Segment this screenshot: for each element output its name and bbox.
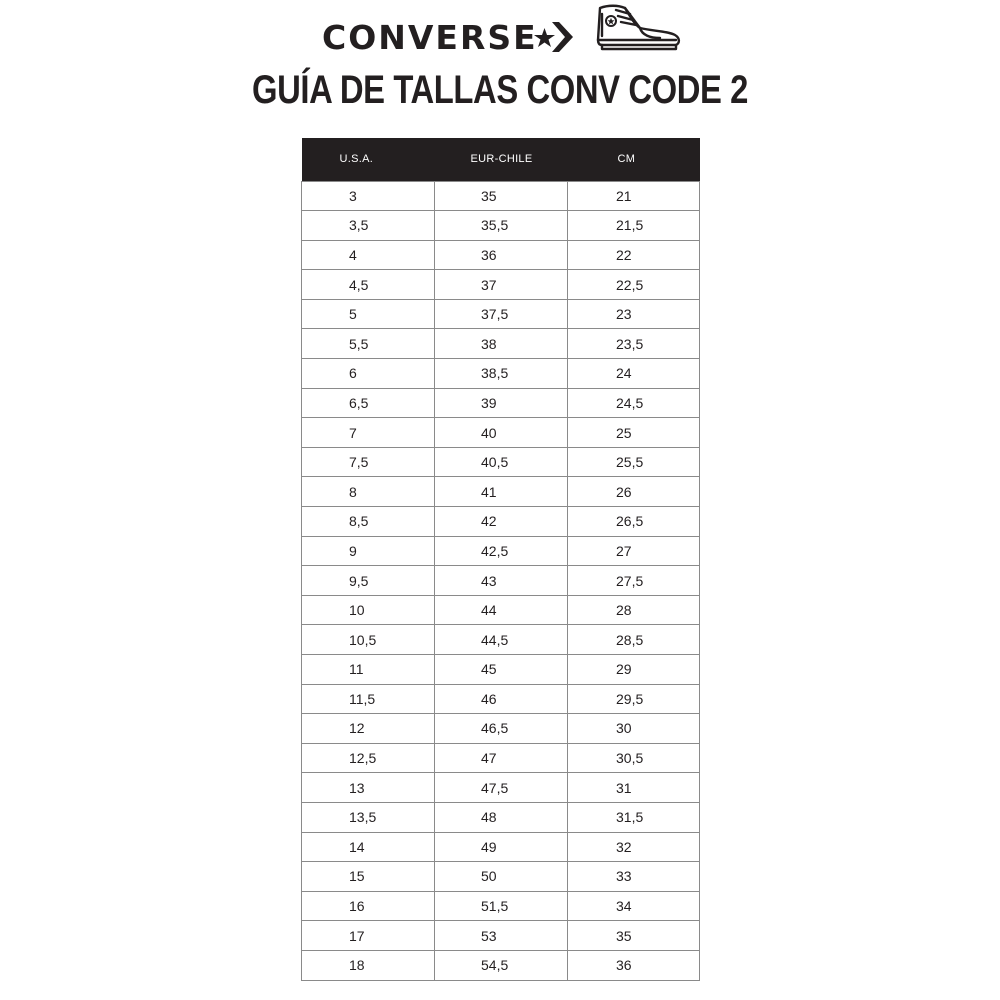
table-row <box>302 921 700 951</box>
table-cell-usa: 4 <box>302 240 435 270</box>
table-cell-cm: 34 <box>568 891 700 921</box>
table-cell-cm: 31,5 <box>568 802 700 832</box>
table-cell-cm: 24,5 <box>568 388 700 418</box>
table-cell-eur: 47 <box>435 743 568 773</box>
table-cell-eur: 46 <box>435 684 568 714</box>
table-cell-eur: 50 <box>435 862 568 892</box>
table-cell-cm: 23,5 <box>568 329 700 359</box>
table-cell-usa: 18 <box>302 950 435 980</box>
table-row <box>302 299 700 329</box>
table-cell-usa: 5 <box>302 299 435 329</box>
table-cell-eur: 49 <box>435 832 568 862</box>
column-header-eur-chile: EUR-CHILE <box>435 138 568 181</box>
table-row <box>302 743 700 773</box>
table-cell-eur: 42,5 <box>435 536 568 566</box>
table-row <box>302 655 700 685</box>
table-cell-cm: 23 <box>568 299 700 329</box>
table-cell-cm: 25 <box>568 418 700 448</box>
table-cell-usa: 14 <box>302 832 435 862</box>
table-row <box>302 477 700 507</box>
brand-wordmark: CONVERSE <box>322 18 538 57</box>
table-cell-eur: 40 <box>435 418 568 448</box>
table-cell-cm: 33 <box>568 862 700 892</box>
table-cell-cm: 29 <box>568 655 700 685</box>
table-row <box>302 388 700 418</box>
table-cell-eur: 35,5 <box>435 211 568 241</box>
table-row <box>302 595 700 625</box>
table-row <box>302 832 700 862</box>
table-cell-usa: 9 <box>302 536 435 566</box>
table-row <box>302 862 700 892</box>
table-row <box>302 359 700 389</box>
table-cell-cm: 22,5 <box>568 270 700 300</box>
table-cell-usa: 12 <box>302 714 435 744</box>
column-header-usa: U.S.A. <box>302 138 435 181</box>
table-cell-usa: 10,5 <box>302 625 435 655</box>
table-cell-usa: 7,5 <box>302 447 435 477</box>
table-cell-usa: 13 <box>302 773 435 803</box>
table-cell-usa: 5,5 <box>302 329 435 359</box>
table-row <box>302 270 700 300</box>
table-row <box>302 773 700 803</box>
table-cell-cm: 22 <box>568 240 700 270</box>
table-cell-eur: 45 <box>435 655 568 685</box>
table-cell-usa: 9,5 <box>302 566 435 596</box>
table-cell-eur: 38,5 <box>435 359 568 389</box>
high-top-sneaker-icon <box>594 2 682 52</box>
table-cell-eur: 41 <box>435 477 568 507</box>
table-cell-cm: 24 <box>568 359 700 389</box>
table-cell-usa: 6,5 <box>302 388 435 418</box>
table-cell-eur: 38 <box>435 329 568 359</box>
table-cell-eur: 46,5 <box>435 714 568 744</box>
table-row <box>302 507 700 537</box>
table-cell-usa: 17 <box>302 921 435 951</box>
table-row <box>302 329 700 359</box>
table-row <box>302 418 700 448</box>
table-cell-cm: 31 <box>568 773 700 803</box>
table-cell-cm: 30,5 <box>568 743 700 773</box>
table-row <box>302 240 700 270</box>
table-cell-usa: 4,5 <box>302 270 435 300</box>
table-cell-cm: 27 <box>568 536 700 566</box>
table-cell-eur: 42 <box>435 507 568 537</box>
table-row <box>302 950 700 980</box>
table-row <box>302 566 700 596</box>
table-cell-usa: 3,5 <box>302 211 435 241</box>
table-cell-eur: 51,5 <box>435 891 568 921</box>
table-cell-cm: 28,5 <box>568 625 700 655</box>
table-row <box>302 536 700 566</box>
table-cell-eur: 37,5 <box>435 299 568 329</box>
table-cell-cm: 35 <box>568 921 700 951</box>
brand-header <box>0 0 1000 60</box>
table-cell-cm: 32 <box>568 832 700 862</box>
table-cell-cm: 21 <box>568 181 700 211</box>
table-cell-eur: 37 <box>435 270 568 300</box>
table-cell-usa: 13,5 <box>302 802 435 832</box>
table-row <box>302 684 700 714</box>
table-cell-cm: 26,5 <box>568 507 700 537</box>
table-cell-usa: 12,5 <box>302 743 435 773</box>
table-cell-cm: 36 <box>568 950 700 980</box>
table-cell-eur: 36 <box>435 240 568 270</box>
table-cell-cm: 29,5 <box>568 684 700 714</box>
table-cell-eur: 35 <box>435 181 568 211</box>
table-cell-cm: 28 <box>568 595 700 625</box>
column-header-cm: CM <box>568 138 700 181</box>
table-cell-eur: 44,5 <box>435 625 568 655</box>
table-cell-eur: 39 <box>435 388 568 418</box>
table-cell-cm: 25,5 <box>568 447 700 477</box>
size-chart-table <box>301 138 700 981</box>
table-cell-usa: 7 <box>302 418 435 448</box>
table-cell-usa: 10 <box>302 595 435 625</box>
table-cell-cm: 30 <box>568 714 700 744</box>
table-cell-eur: 44 <box>435 595 568 625</box>
page-title: GUÍA DE TALLAS CONV CODE 2 <box>252 68 748 112</box>
table-cell-eur: 43 <box>435 566 568 596</box>
table-cell-eur: 40,5 <box>435 447 568 477</box>
table-row <box>302 891 700 921</box>
table-cell-usa: 15 <box>302 862 435 892</box>
table-cell-cm: 27,5 <box>568 566 700 596</box>
table-cell-usa: 6 <box>302 359 435 389</box>
table-row <box>302 625 700 655</box>
table-row <box>302 181 700 211</box>
table-cell-usa: 3 <box>302 181 435 211</box>
table-row <box>302 714 700 744</box>
table-row <box>302 802 700 832</box>
table-cell-usa: 11,5 <box>302 684 435 714</box>
table-cell-usa: 8 <box>302 477 435 507</box>
table-cell-usa: 11 <box>302 655 435 685</box>
table-cell-eur: 53 <box>435 921 568 951</box>
table-cell-cm: 21,5 <box>568 211 700 241</box>
table-cell-eur: 48 <box>435 802 568 832</box>
table-cell-usa: 8,5 <box>302 507 435 537</box>
table-cell-eur: 54,5 <box>435 950 568 980</box>
table-header-row <box>302 138 700 181</box>
star-chevron-icon <box>534 20 574 54</box>
table-cell-cm: 26 <box>568 477 700 507</box>
table-row <box>302 211 700 241</box>
table-cell-usa: 16 <box>302 891 435 921</box>
table-cell-eur: 47,5 <box>435 773 568 803</box>
table-row <box>302 447 700 477</box>
